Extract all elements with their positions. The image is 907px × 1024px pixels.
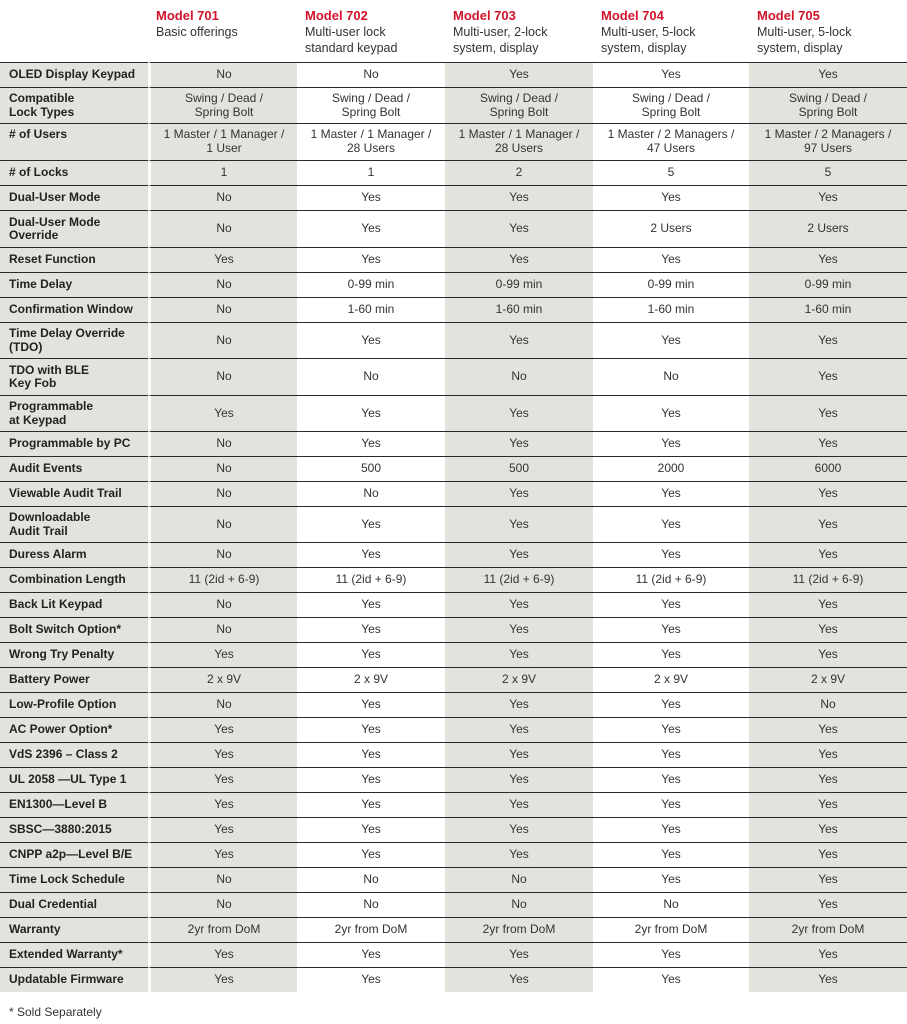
value-cell: 2yr from DoM bbox=[445, 917, 593, 942]
value-cell: Yes bbox=[593, 431, 749, 456]
value-cell: 0-99 min bbox=[445, 272, 593, 297]
value-cell: Yes bbox=[445, 967, 593, 992]
model-header bbox=[593, 0, 749, 62]
value-cell: Yes bbox=[297, 210, 445, 247]
row-label: EN1300—Level B bbox=[0, 792, 148, 817]
value-cell: Yes bbox=[749, 792, 907, 817]
value-cell: 2 Users bbox=[749, 210, 907, 247]
value-cell: Yes bbox=[297, 792, 445, 817]
row-label: Time Delay bbox=[0, 272, 148, 297]
value-cell: Yes bbox=[749, 617, 907, 642]
value-cell: Yes bbox=[148, 967, 297, 992]
value-cell: Yes bbox=[593, 967, 749, 992]
row-label: Combination Length bbox=[0, 567, 148, 592]
value-cell: No bbox=[593, 892, 749, 917]
value-cell: No bbox=[445, 892, 593, 917]
value-cell: Yes bbox=[297, 967, 445, 992]
value-cell: Yes bbox=[593, 817, 749, 842]
value-cell: Swing / Dead / Spring Bolt bbox=[297, 87, 445, 123]
model-name: Model 703 bbox=[453, 8, 516, 23]
value-cell: 2 x 9V bbox=[593, 667, 749, 692]
value-cell: Yes bbox=[297, 767, 445, 792]
value-cell: No bbox=[593, 358, 749, 395]
row-label: Programmable at Keypad bbox=[0, 395, 148, 431]
row-label: Time Lock Schedule bbox=[0, 867, 148, 892]
value-cell: Yes bbox=[749, 842, 907, 867]
model-name: Model 701 bbox=[156, 8, 219, 23]
row-label: Audit Events bbox=[0, 456, 148, 481]
value-cell: Yes bbox=[445, 247, 593, 272]
value-cell: Yes bbox=[593, 767, 749, 792]
row-label: Dual-User Mode bbox=[0, 185, 148, 210]
header-corner bbox=[0, 0, 148, 62]
value-cell: 2 x 9V bbox=[297, 667, 445, 692]
value-cell: 1-60 min bbox=[445, 297, 593, 322]
value-cell: Yes bbox=[593, 617, 749, 642]
value-cell: Swing / Dead / Spring Bolt bbox=[593, 87, 749, 123]
value-cell: 500 bbox=[445, 456, 593, 481]
value-cell: Yes bbox=[148, 247, 297, 272]
value-cell: Swing / Dead / Spring Bolt bbox=[148, 87, 297, 123]
value-cell: No bbox=[749, 692, 907, 717]
value-cell: Yes bbox=[445, 210, 593, 247]
value-cell: Yes bbox=[749, 742, 907, 767]
value-cell: Yes bbox=[297, 592, 445, 617]
model-desc: Multi-user lock bbox=[305, 25, 386, 39]
value-cell: Yes bbox=[148, 395, 297, 431]
value-cell: Yes bbox=[749, 62, 907, 87]
row-label: Back Lit Keypad bbox=[0, 592, 148, 617]
value-cell: Yes bbox=[749, 967, 907, 992]
value-cell: Yes bbox=[593, 867, 749, 892]
value-cell: 0-99 min bbox=[297, 272, 445, 297]
value-cell: Yes bbox=[445, 506, 593, 542]
footnote: * Sold Separately bbox=[9, 1005, 102, 1019]
value-cell: 6000 bbox=[749, 456, 907, 481]
value-cell: Yes bbox=[297, 617, 445, 642]
value-cell: 2 x 9V bbox=[445, 667, 593, 692]
value-cell: No bbox=[148, 592, 297, 617]
value-cell: No bbox=[148, 358, 297, 395]
value-cell: No bbox=[148, 456, 297, 481]
row-label: Warranty bbox=[0, 917, 148, 942]
value-cell: Yes bbox=[445, 842, 593, 867]
value-cell: No bbox=[445, 867, 593, 892]
value-cell: No bbox=[148, 542, 297, 567]
value-cell: Yes bbox=[445, 617, 593, 642]
value-cell: 5 bbox=[593, 160, 749, 185]
row-label: Reset Function bbox=[0, 247, 148, 272]
value-cell: No bbox=[297, 358, 445, 395]
value-cell: Yes bbox=[445, 642, 593, 667]
row-label: Battery Power bbox=[0, 667, 148, 692]
value-cell: Yes bbox=[297, 322, 445, 358]
value-cell: No bbox=[148, 867, 297, 892]
value-cell: Yes bbox=[445, 481, 593, 506]
row-label: Downloadable Audit Trail bbox=[0, 506, 148, 542]
value-cell: Yes bbox=[593, 692, 749, 717]
value-cell: Yes bbox=[148, 767, 297, 792]
value-cell: Yes bbox=[297, 692, 445, 717]
row-label: # of Users bbox=[0, 123, 148, 160]
value-cell: No bbox=[148, 297, 297, 322]
value-cell: No bbox=[297, 62, 445, 87]
value-cell: Yes bbox=[445, 431, 593, 456]
model-desc: standard keypad bbox=[305, 41, 398, 55]
value-cell: Yes bbox=[297, 942, 445, 967]
value-cell: 1-60 min bbox=[593, 297, 749, 322]
value-cell: Yes bbox=[749, 358, 907, 395]
value-cell: 1 Master / 2 Managers / 97 Users bbox=[749, 123, 907, 160]
value-cell: No bbox=[148, 322, 297, 358]
value-cell: Yes bbox=[445, 542, 593, 567]
value-cell: Yes bbox=[445, 767, 593, 792]
value-cell: Yes bbox=[593, 842, 749, 867]
value-cell: Yes bbox=[445, 792, 593, 817]
value-cell: Yes bbox=[749, 942, 907, 967]
row-label: Confirmation Window bbox=[0, 297, 148, 322]
value-cell: 2 Users bbox=[593, 210, 749, 247]
value-cell: Yes bbox=[749, 542, 907, 567]
value-cell: Yes bbox=[297, 431, 445, 456]
value-cell: Yes bbox=[593, 247, 749, 272]
row-label: Bolt Switch Option* bbox=[0, 617, 148, 642]
value-cell: Yes bbox=[593, 481, 749, 506]
value-cell: 11 (2id + 6-9) bbox=[148, 567, 297, 592]
value-cell: No bbox=[297, 481, 445, 506]
value-cell: Yes bbox=[749, 247, 907, 272]
model-name: Model 704 bbox=[601, 8, 664, 23]
value-cell: 500 bbox=[297, 456, 445, 481]
value-cell: Yes bbox=[749, 642, 907, 667]
value-cell: Yes bbox=[593, 642, 749, 667]
value-cell: Yes bbox=[148, 792, 297, 817]
value-cell: No bbox=[148, 185, 297, 210]
row-label: Viewable Audit Trail bbox=[0, 481, 148, 506]
value-cell: Yes bbox=[297, 247, 445, 272]
value-cell: Yes bbox=[445, 717, 593, 742]
value-cell: Yes bbox=[445, 942, 593, 967]
value-cell: 2yr from DoM bbox=[148, 917, 297, 942]
model-header bbox=[445, 0, 593, 62]
value-cell: Yes bbox=[148, 717, 297, 742]
value-cell: Yes bbox=[297, 395, 445, 431]
value-cell: Yes bbox=[749, 431, 907, 456]
value-cell: Yes bbox=[593, 506, 749, 542]
value-cell: No bbox=[148, 431, 297, 456]
model-desc: system, display bbox=[453, 41, 539, 55]
value-cell: 2000 bbox=[593, 456, 749, 481]
value-cell: Yes bbox=[445, 742, 593, 767]
value-cell: 1 bbox=[148, 160, 297, 185]
value-cell: Yes bbox=[297, 742, 445, 767]
value-cell: Yes bbox=[148, 842, 297, 867]
model-header bbox=[297, 0, 445, 62]
model-desc: Basic offerings bbox=[156, 25, 238, 39]
value-cell: Yes bbox=[749, 185, 907, 210]
value-cell: Yes bbox=[297, 842, 445, 867]
value-cell: No bbox=[445, 358, 593, 395]
row-label: OLED Display Keypad bbox=[0, 62, 148, 87]
row-label: AC Power Option* bbox=[0, 717, 148, 742]
value-cell: Yes bbox=[593, 592, 749, 617]
value-cell: Yes bbox=[148, 817, 297, 842]
value-cell: 1 Master / 1 Manager / 28 Users bbox=[297, 123, 445, 160]
value-cell: No bbox=[148, 506, 297, 542]
value-cell: 0-99 min bbox=[749, 272, 907, 297]
row-label: Dual-User Mode Override bbox=[0, 210, 148, 247]
value-cell: 2 x 9V bbox=[148, 667, 297, 692]
value-cell: 2 bbox=[445, 160, 593, 185]
value-cell: Yes bbox=[749, 892, 907, 917]
value-cell: Yes bbox=[593, 942, 749, 967]
value-cell: Yes bbox=[297, 542, 445, 567]
value-cell: 0-99 min bbox=[593, 272, 749, 297]
value-cell: 11 (2id + 6-9) bbox=[593, 567, 749, 592]
value-cell: 2yr from DoM bbox=[749, 917, 907, 942]
value-cell: Yes bbox=[749, 481, 907, 506]
model-header bbox=[148, 0, 297, 62]
row-label: Wrong Try Penalty bbox=[0, 642, 148, 667]
value-cell: 2yr from DoM bbox=[297, 917, 445, 942]
model-name: Model 702 bbox=[305, 8, 368, 23]
value-cell: No bbox=[148, 62, 297, 87]
value-cell: Yes bbox=[148, 742, 297, 767]
row-label: UL 2058 —UL Type 1 bbox=[0, 767, 148, 792]
value-cell: No bbox=[148, 481, 297, 506]
value-cell: No bbox=[148, 617, 297, 642]
value-cell: Yes bbox=[297, 506, 445, 542]
value-cell: Yes bbox=[593, 62, 749, 87]
value-cell: Yes bbox=[593, 185, 749, 210]
row-label: Low-Profile Option bbox=[0, 692, 148, 717]
value-cell: 1 Master / 1 Manager / 28 Users bbox=[445, 123, 593, 160]
value-cell: 1-60 min bbox=[297, 297, 445, 322]
value-cell: Yes bbox=[445, 62, 593, 87]
value-cell: Yes bbox=[445, 395, 593, 431]
row-label: SBSC—3880:2015 bbox=[0, 817, 148, 842]
value-cell: Yes bbox=[445, 592, 593, 617]
value-cell: 11 (2id + 6-9) bbox=[297, 567, 445, 592]
value-cell: No bbox=[148, 892, 297, 917]
value-cell: Yes bbox=[749, 717, 907, 742]
value-cell: No bbox=[148, 692, 297, 717]
value-cell: Yes bbox=[749, 395, 907, 431]
value-cell: Yes bbox=[593, 542, 749, 567]
value-cell: Yes bbox=[593, 322, 749, 358]
value-cell: 2yr from DoM bbox=[593, 917, 749, 942]
model-name: Model 705 bbox=[757, 8, 820, 23]
value-cell: No bbox=[148, 210, 297, 247]
row-label: Time Delay Override (TDO) bbox=[0, 322, 148, 358]
value-cell: Yes bbox=[749, 592, 907, 617]
value-cell: Swing / Dead / Spring Bolt bbox=[749, 87, 907, 123]
row-label: CNPP a2p—Level B/E bbox=[0, 842, 148, 867]
value-cell: 1 Master / 2 Managers / 47 Users bbox=[593, 123, 749, 160]
value-cell: 5 bbox=[749, 160, 907, 185]
value-cell: Yes bbox=[297, 817, 445, 842]
model-desc: Multi-user, 5-lock bbox=[601, 25, 696, 39]
value-cell: Yes bbox=[593, 717, 749, 742]
model-desc: Multi-user, 2-lock bbox=[453, 25, 548, 39]
row-label: VdS 2396 – Class 2 bbox=[0, 742, 148, 767]
value-cell: Swing / Dead / Spring Bolt bbox=[445, 87, 593, 123]
value-cell: Yes bbox=[749, 322, 907, 358]
row-label: Compatible Lock Types bbox=[0, 87, 148, 123]
value-cell: Yes bbox=[297, 642, 445, 667]
value-cell: No bbox=[148, 272, 297, 297]
value-cell: No bbox=[297, 892, 445, 917]
value-cell: 1 bbox=[297, 160, 445, 185]
model-desc: system, display bbox=[601, 41, 687, 55]
row-label: Programmable by PC bbox=[0, 431, 148, 456]
row-label: Extended Warranty* bbox=[0, 942, 148, 967]
value-cell: Yes bbox=[749, 767, 907, 792]
row-label: Dual Credential bbox=[0, 892, 148, 917]
value-cell: Yes bbox=[297, 717, 445, 742]
value-cell: Yes bbox=[445, 185, 593, 210]
value-cell: 2 x 9V bbox=[749, 667, 907, 692]
value-cell: 11 (2id + 6-9) bbox=[749, 567, 907, 592]
value-cell: Yes bbox=[148, 642, 297, 667]
value-cell: Yes bbox=[593, 742, 749, 767]
value-cell: Yes bbox=[749, 817, 907, 842]
value-cell: 1-60 min bbox=[749, 297, 907, 322]
value-cell: Yes bbox=[749, 867, 907, 892]
value-cell: Yes bbox=[593, 395, 749, 431]
value-cell: No bbox=[297, 867, 445, 892]
row-label: # of Locks bbox=[0, 160, 148, 185]
value-cell: Yes bbox=[445, 817, 593, 842]
model-desc: Multi-user, 5-lock bbox=[757, 25, 852, 39]
row-label: TDO with BLE Key Fob bbox=[0, 358, 148, 395]
value-cell: Yes bbox=[148, 942, 297, 967]
value-cell: Yes bbox=[749, 506, 907, 542]
model-desc: system, display bbox=[757, 41, 843, 55]
value-cell: 11 (2id + 6-9) bbox=[445, 567, 593, 592]
model-header bbox=[749, 0, 907, 62]
value-cell: Yes bbox=[445, 692, 593, 717]
value-cell: Yes bbox=[593, 792, 749, 817]
value-cell: 1 Master / 1 Manager / 1 User bbox=[148, 123, 297, 160]
row-label: Duress Alarm bbox=[0, 542, 148, 567]
row-label: Updatable Firmware bbox=[0, 967, 148, 992]
value-cell: Yes bbox=[445, 322, 593, 358]
value-cell: Yes bbox=[297, 185, 445, 210]
